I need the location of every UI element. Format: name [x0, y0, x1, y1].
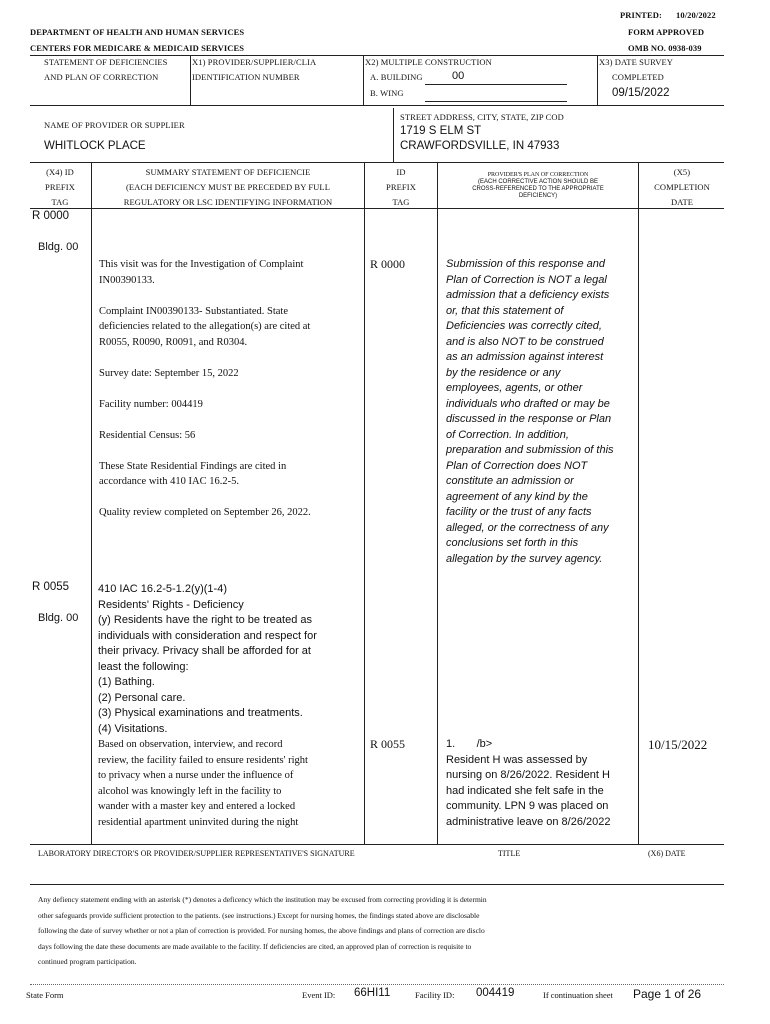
x3-label: X3) DATE SURVEY [599, 57, 674, 67]
x2-label: X2) MULTIPLE CONSTRUCTION [365, 57, 492, 67]
state-form-label: State Form [26, 990, 64, 1000]
event-id-label: Event ID: [302, 990, 336, 1000]
poc-line: Deficiencies was correctly cited, [446, 320, 602, 332]
id-header-2: PREFIX [386, 182, 416, 192]
summary-line: This visit was for the Investigation of Complaint [99, 259, 304, 270]
poc-line: Plan of Correction is NOT a legal [446, 273, 607, 286]
summary-header-2: (EACH DEFICIENCY MUST BE PRECEDED BY FULL [125, 182, 331, 192]
summary-line: These State Residential Findings are cited in [99, 460, 287, 472]
r0000-bldg: Bldg. 00 [38, 241, 79, 253]
x4-header-1: (X4) ID [46, 167, 74, 177]
building-label: A. BUILDING [370, 72, 423, 82]
poc-line: of Correction. In addition, [446, 428, 569, 441]
r0000-id: R 0000 [370, 257, 406, 271]
form-approved: FORM APPROVED [628, 27, 705, 37]
r0000-tag: R 0000 [32, 210, 70, 222]
poc-header [440, 172, 636, 200]
summary-line: IN00390133. [99, 274, 155, 286]
poc-line: had indicated she felt safe in the [446, 784, 604, 797]
poc-line: conclusions set forth in this [446, 537, 579, 549]
poc-line: as an admission against interest [446, 351, 604, 363]
poc-header-4: DEFICIENCY) [518, 193, 558, 199]
findings-line: to privacy when a nurse under the influence of [98, 770, 294, 781]
poc-line: agreement of any kind by the [446, 490, 588, 503]
summary-line: Quality review completed on September 26, 2022. [99, 507, 311, 518]
poc-header-1: PROVIDER'S PLAN OF CORRECTION [487, 172, 589, 178]
poc-line: preparation and submission of this [446, 444, 614, 456]
findings-line: review, the facility failed to ensure residents' right [98, 754, 308, 766]
regulation-line: (3) Physical examinations and treatments. [98, 707, 303, 719]
x1-label: X1) PROVIDER/SUPPLIER/CLIA [192, 57, 317, 67]
summary-line: Survey date: September 15, 2022 [99, 367, 239, 379]
poc-line: or, that this statement of [446, 304, 564, 317]
poc-line: admission that a deficiency exists [446, 289, 610, 301]
poc-line: facility or the trust of any facts [446, 506, 592, 518]
printed-date: 10/20/2022 [676, 10, 716, 20]
poc-header-2: (EACH CORRECTIVE ACTION SHOULD BE [477, 179, 599, 185]
signature-label: LABORATORY DIRECTOR'S OR PROVIDER/SUPPLIER REPRESENTATIVE'S SIGNATURE [38, 849, 355, 858]
poc-line: 1. /b> [446, 738, 493, 750]
footnote-line: Any defiency statement ending with an asterisk (*) denotes a deficency which the institution may be excused from correcting providing it is determin [38, 895, 487, 904]
r0000-poc [446, 257, 636, 567]
findings-line: alcohol was knowingly left in the facility to [98, 785, 282, 797]
survey-date-value: 09/15/2022 [612, 87, 670, 99]
summary-line: accordance with 410 IAC 16.2-5. [99, 476, 239, 487]
provider-name: WHITLOCK PLACE [44, 140, 146, 152]
address-line1: 1719 S ELM ST [400, 125, 482, 137]
regulation-line: (1) Bathing. [98, 676, 155, 688]
summary-line: Facility number: 004419 [99, 398, 203, 410]
centers-title: CENTERS FOR MEDICARE & MEDICAID SERVICES [30, 43, 245, 53]
page-number: Page 1 of 26 [633, 987, 702, 1001]
address-label: STREET ADDRESS, CITY, STATE, ZIP COD [400, 112, 564, 122]
summary-header-1: SUMMARY STATEMENT OF DEFICIENCIE [145, 167, 311, 177]
wing-label: B. WING [370, 88, 404, 98]
x1-sub-label: IDENTIFICATION NUMBER [192, 72, 300, 82]
regulation-line: least the following: [98, 660, 189, 673]
regulation-line: their privacy. Privacy shall be afforded for at [98, 645, 311, 657]
r0000-summary [99, 257, 361, 521]
x4-header-2: PREFIX [45, 182, 75, 192]
r0055-regulation [98, 582, 362, 737]
r0055-bldg: Bldg. 00 [38, 612, 79, 624]
title-label: TITLE [498, 849, 521, 858]
poc-line: Submission of this response and [446, 258, 605, 270]
summary-line: R0055, R0090, R0091, and R0304. [99, 336, 248, 348]
poc-line: allegation by the survey agency. [446, 552, 603, 565]
summary-line: deficiencies related to the allegation(s) are cited at [99, 321, 311, 332]
regulation-line: individuals with consideration and respect for [98, 629, 317, 642]
footnote [38, 892, 728, 970]
facility-id-value: 004419 [476, 987, 515, 999]
summary-header-3: REGULATORY OR LSC IDENTIFYING INFORMATION [123, 197, 333, 207]
omb-number: OMB NO. 0938-039 [628, 43, 702, 53]
plan-label: AND PLAN OF CORRECTION [44, 72, 159, 82]
footnote-line: continued program participation. [38, 957, 137, 966]
printed-label: PRINTED: [620, 10, 662, 20]
poc-line: and is also NOT to be construed [446, 335, 604, 348]
poc-line: community. LPN 9 was placed on [446, 800, 609, 812]
provider-label: NAME OF PROVIDER OR SUPPLIER [44, 120, 185, 130]
id-header-3: TAG [392, 197, 410, 207]
r0055-tag: R 0055 [32, 581, 70, 593]
r0055-completion-date: 10/15/2022 [648, 737, 708, 752]
address-line2: CRAWFORDSVILLE, IN 47933 [400, 140, 560, 152]
footnote-line: other safeguards provide sufficient protection to the patients. (see instructions.) Except for nursing homes, the findings stated above are disclosable [38, 910, 480, 920]
x5-header-2: COMPLETION [654, 182, 710, 192]
poc-line: Resident H was assessed by [446, 753, 588, 766]
department-title: DEPARTMENT OF HEALTH AND HUMAN SERVICES [30, 27, 245, 37]
findings-line: wander with a master key and entered a locked [98, 801, 296, 812]
x4-header-3: TAG [51, 197, 69, 207]
regulation-line: Residents' Rights - Deficiency [98, 598, 244, 611]
facility-id-label: Facility ID: [415, 990, 455, 1000]
summary-line: Complaint IN00390133- Substantiated. State [99, 305, 288, 317]
r0055-findings [98, 737, 362, 830]
poc-line: administrative leave on 8/26/2022 [446, 815, 611, 828]
poc-line: alleged, or the correctness of any [446, 521, 609, 534]
poc-line: constitute an admission or [446, 475, 574, 487]
continuation-label: If continuation sheet [543, 990, 613, 1000]
regulation-line: (4) Visitations. [98, 722, 168, 735]
findings-line: Based on observation, interview, and record [98, 739, 283, 750]
id-header-1: ID [396, 167, 406, 177]
statement-label: STATEMENT OF DEFICIENCIES [44, 57, 168, 67]
x5-header-1: (X5) [673, 167, 691, 177]
findings-line: residential apartment uninvited during the night [98, 816, 299, 828]
poc-line: by the residence or any [446, 366, 561, 379]
x5-header-3: DATE [670, 197, 694, 207]
building-value: 00 [452, 70, 465, 82]
regulation-line: (y) Residents have the right to be treated as [98, 614, 313, 626]
poc-line: discussed in the response or Plan [446, 413, 612, 425]
regulation-line: (2) Personal care. [98, 691, 186, 704]
poc-line: individuals who drafted or may be [446, 397, 610, 410]
event-id-value: 66HI11 [354, 987, 391, 999]
x6-date-label: (X6) DATE [648, 849, 686, 858]
regulation-line: 410 IAC 16.2-5-1.2(y)(1-4) [98, 583, 227, 595]
poc-line: employees, agents, or other [446, 382, 583, 394]
poc-header-3: CROSS-REFERENCED TO THE APPROPRIATE [472, 186, 604, 192]
x3-sub-label: COMPLETED [612, 72, 664, 82]
summary-line: Residential Census: 56 [99, 429, 196, 441]
r0055-id: R 0055 [370, 737, 406, 751]
footnote-line: days following the date these documents are made available to the facility. If deficiencies are cited, an approved plan of correction is requisite to [38, 941, 472, 951]
poc-line: nursing on 8/26/2022. Resident H [446, 769, 610, 781]
r0055-poc [446, 737, 636, 830]
footnote-line: following the date of survey whether or not a plan of correction is provided. For nursing homes, the above findings and plans of correction are disclo [38, 926, 485, 935]
poc-line: Plan of Correction does NOT [446, 459, 588, 472]
